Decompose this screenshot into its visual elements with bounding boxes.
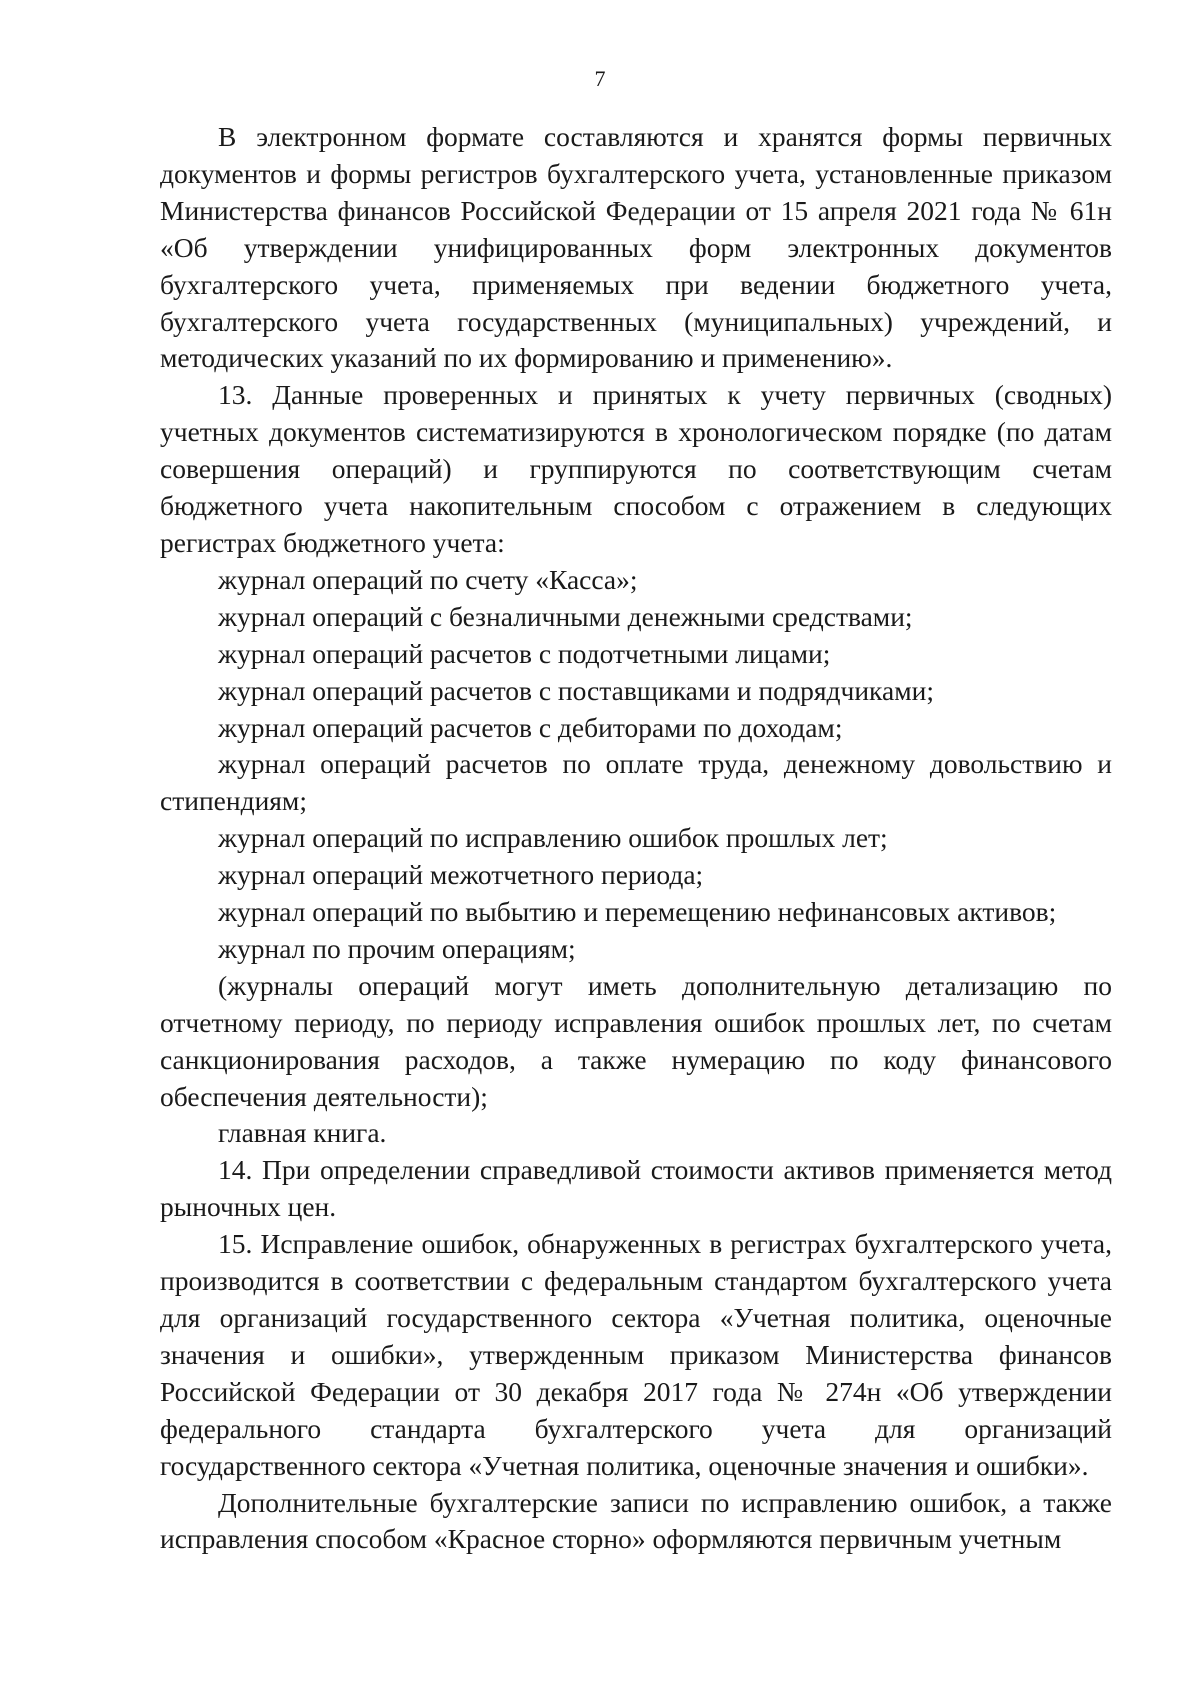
- paragraph-item-13: 13. Данные проверенных и принятых к учету первичных (сводных) учетных документов систематизируются в хронологическом порядке (по датам совершения операций) и группируются по соответствующим счетам бюджетного учета накопительным способом с отражением в следующих регистрах бюджетного учета:: [160, 379, 1112, 558]
- paragraph-item-15: 15. Исправление ошибок, обнаруженных в регистрах бухгалтерского учета, производится в соответствии с федеральным стандартом бухгалтерского учета для организаций государственного сектора «Учетная политика, оценочные значения и ошибки», утвержденным приказом Министерства финансов Российской Федерации от 30 декабря 2017 года № 274н «Об утверждении федерального стандарта бухгалтерского учета для организаций государственного сектора «Учетная политика, оценочные значения и ошибки».: [160, 1228, 1112, 1481]
- document-body: [160, 119, 1112, 1558]
- list-item-journal-accountable-persons: журнал операций расчетов с подотчетными лицами;: [218, 637, 831, 669]
- list-item-journal-interim-period: журнал операций межотчетного периода;: [218, 859, 704, 891]
- list-item-journal-error-correction: журнал операций по исправлению ошибок прошлых лет;: [218, 822, 888, 854]
- list-item-journal-nonfinancial-assets: журнал операций по выбытию и перемещению нефинансовых активов;: [218, 896, 1057, 928]
- page-number: 7: [594, 66, 606, 91]
- paragraph-item-14: 14. При определении справедливой стоимости активов применяется метод рыночных цен.: [160, 1154, 1112, 1223]
- list-item-journal-suppliers: журнал операций расчетов с поставщиками и подрядчиками;: [218, 674, 934, 706]
- list-item-general-ledger: главная книга.: [218, 1117, 387, 1149]
- list-item-journal-other: журнал по прочим операциям;: [218, 932, 576, 964]
- list-item-journal-noncash: журнал операций с безналичными денежными средствами;: [218, 600, 913, 632]
- paragraph-journal-detailing-note: (журналы операций могут иметь дополнительную детализацию по отчетному периоду, по периоду исправления ошибок прошлых лет, по счетам санкционирования расходов, а также нумерацию по коду финансового обеспечения деятельности);: [160, 969, 1112, 1112]
- paragraph-electronic-format: В электронном формате составляются и хранятся формы первичных документов и формы регистров бухгалтерского учета, установленные приказом Министерства финансов Российской Федерации от 15 апреля 2021 года № 61н «Об утверждении унифицированных форм электронных документов бухгалтерского учета, применяемых при ведении бюджетного учета, бухгалтерского учета государственных (муниципальных) учреждений, и методических указаний по их формированию и применению».: [160, 121, 1112, 374]
- paragraph-additional-entries: Дополнительные бухгалтерские записи по исправлению ошибок, а также исправления способом «Красное сторно» оформляются первичным учетным: [160, 1486, 1112, 1555]
- list-item-journal-payroll: журнал операций расчетов по оплате труда, денежному довольствию и стипендиям;: [160, 748, 1112, 817]
- list-item-journal-cash: журнал операций по счету «Касса»;: [218, 563, 638, 595]
- list-item-journal-debtors: журнал операций расчетов с дебиторами по доходам;: [218, 711, 843, 743]
